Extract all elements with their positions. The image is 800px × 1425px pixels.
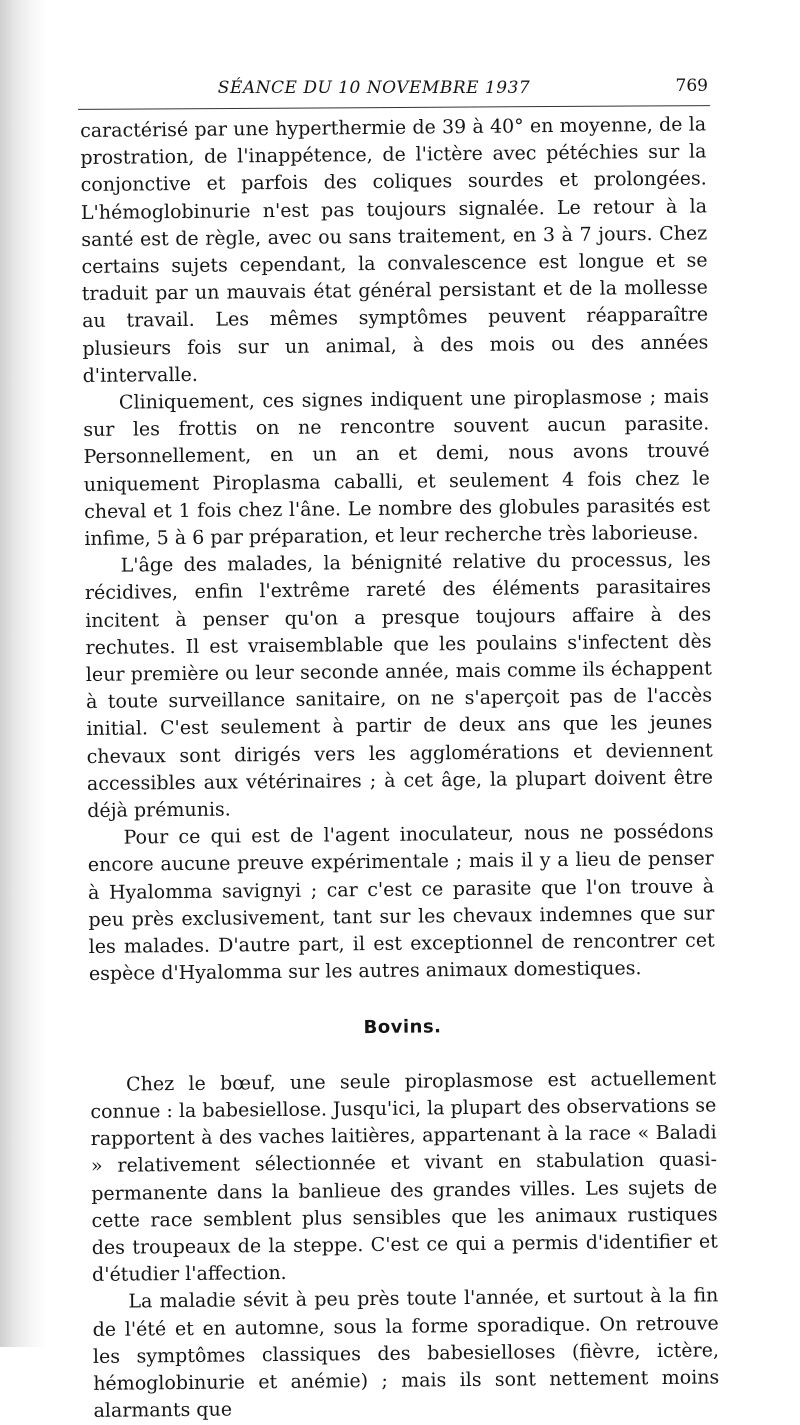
page-number: 769 (675, 76, 708, 96)
header-title: SÉANCE DU 10 NOVEMBRE 1937 (217, 78, 531, 98)
paragraph-relapses: L'âge des malades, la bénignité relative du processus, les récidives, enfin l'extrême rareté des éléments parasitaires incitent à penser qu'on a presque toujours affaire à des rechutes. Il est vraisemblable que les poulains s'infectent dès leur première ou leur seconde année, mais comme ils échappent à toute surveillance sanitaire, on ne s'aperçoit pas de l'accès initial. C'est seulement à partir de deux ans que les jeunes chevaux sont dirigés vers les agglomérations et deviennent accessibles aux vétérinaires ; à cet âge, la plupart doivent être déjà prémunis. (84, 548, 714, 823)
section-heading-bovins: Bovins. (363, 1015, 442, 1038)
running-header (80, 76, 708, 100)
header-rule (78, 105, 710, 110)
paragraph-vector: Pour ce qui est de l'agent inoculateur, nous ne possédons encore aucune preuve expérimentale ; mais il y a lieu de penser à Hyalomma savignyi ; car c'est ce parasite que l'on trouve à peu près exclusivement, tant sur les chevaux indemnes que sur les malades. D'autre part, il est exceptionnel de rencontrer cet espèce d'Hyalomma sur les autres animaux domestiques. (87, 820, 715, 986)
paragraph-seasonality: La maladie sévit à peu près toute l'année, et surtout à la fin de l'été et en automne, sous la forme sporadique. On retrouve les symptômes classiques des babesielloses (fièvre, ictère, hémoglobinurie et anémie) ; mais ils sont nettement moins alarmants que (92, 1284, 720, 1423)
paragraph-babesiellose: Chez le bœuf, une seule piroplasmose est actuellement connue : la babesiellose. Jusqu'ici, la plupart des observations se rapportent à des vaches laitières, appartenant à la race « Baladi » relativement sélectionnée et vivant en stabulation quasi-permanente dans la banlieue des grandes villes. Les sujets de cette race semblent plus sensibles que les animaux rustiques des troupeaux de la steppe. C'est ce qui a permis d'identifier et d'étudier l'affection. (90, 1067, 718, 1287)
paragraph-clinical-signs: Cliniquement, ces signes indiquent une piroplasmose ; mais sur les frottis on ne rencontre souvent aucun parasite. Personnellement, en un an et demi, nous avons trouvé uniquement Piroplasma caballi, et seulement 4 fois chez le cheval et 1 fois chez l'âne. Le nombre des globules parasités est infime, 5 à 6 par préparation, et leur recherche très laborieuse. (83, 385, 711, 551)
paragraph-horse-symptoms: caractérisé par une hyperthermie de 39 à 40° en moyenne, de la prostration, de l'inappétence, de l'ictère avec pétéchies sur la conjonctive et parfois des coliques sourdes et prolongées. L'hémoglobinurie n'est pas toujours signalée. Le retour à la santé est de règle, avec ou sans traitement, en 3 à 7 jours. Chez certains sujets cependant, la convalescence est longue et se traduit par un mauvais état général persistant et de la mollesse au travail. Les mêmes symptômes peuvent réapparaître plusieurs fois sur un animal, à des mois ou des années d'intervalle. (80, 113, 709, 387)
body-text (80, 111, 720, 1425)
